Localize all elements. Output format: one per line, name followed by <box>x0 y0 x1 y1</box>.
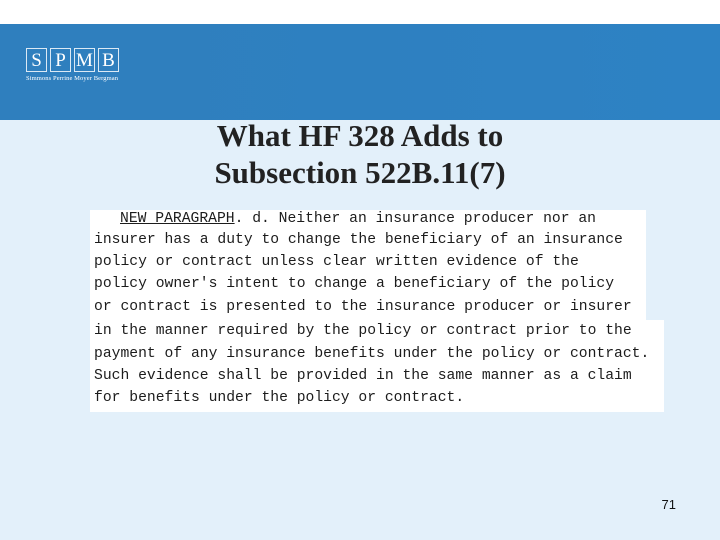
excerpt-line-1-rest: . d. Neither an insurance producer nor an <box>234 211 596 227</box>
excerpt-line-1 <box>94 210 596 229</box>
page-number: 71 <box>661 497 676 512</box>
slide-title <box>0 117 720 191</box>
top-strip <box>0 0 720 24</box>
logo-letter-p: P <box>50 48 71 72</box>
logo-letters <box>26 48 122 72</box>
logo-letter-m: M <box>74 48 95 72</box>
statute-excerpt-top <box>90 210 646 320</box>
logo-letter-s: S <box>26 48 47 72</box>
logo-subtitle: Simmons Perrine Moyer Bergman <box>26 75 119 82</box>
spmb-logo <box>26 48 122 94</box>
excerpt-line-4: policy owner's intent to change a beneficiary of the policy <box>94 276 615 292</box>
excerpt-line-5: or contract is presented to the insurance producer or insurer <box>94 299 632 315</box>
slide-title-line-1: What HF 328 Adds to <box>216 118 504 153</box>
header-band <box>0 24 720 120</box>
excerpt-line-6: in the manner required by the policy or contract prior to the <box>94 323 632 339</box>
excerpt-line-3: policy or contract unless clear written evidence of the <box>94 254 579 270</box>
excerpt-line-9: for benefits under the policy or contract. <box>94 390 465 406</box>
new-paragraph-label: NEW PARAGRAPH <box>120 211 235 227</box>
excerpt-line-7: payment of any insurance benefits under the policy or contract. <box>94 346 650 362</box>
excerpt-line-8: Such evidence shall be provided in the same manner as a claim <box>94 368 632 384</box>
slide-title-line-2: Subsection 522B.11(7) <box>214 155 506 190</box>
statute-excerpt-bottom <box>90 320 664 412</box>
logo-letter-b: B <box>98 48 119 72</box>
excerpt-line-2: insurer has a duty to change the beneficiary of an insurance <box>94 232 623 248</box>
header-band-gradient <box>160 24 720 120</box>
